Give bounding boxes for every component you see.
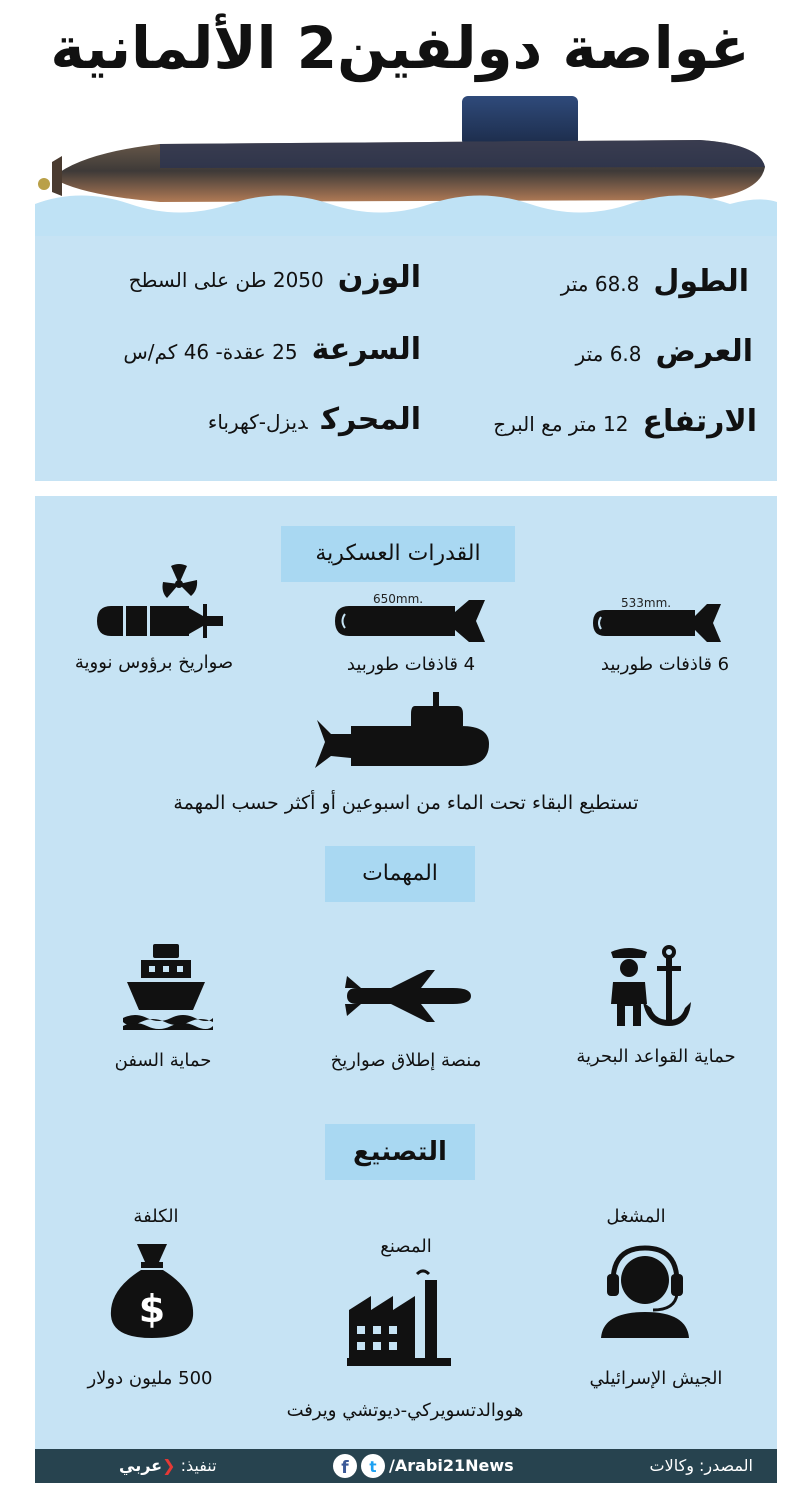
submarine-illustration (0, 92, 800, 242)
spec-length (561, 262, 749, 302)
ships-protection-label: حماية السفن (114, 1050, 212, 1071)
factory-icon (347, 1266, 451, 1366)
missile-icon (343, 968, 473, 1024)
spec-speed (123, 330, 421, 370)
spec-speed-label: السرعة (311, 332, 421, 367)
maker-title: المصنع (380, 1236, 432, 1257)
operator-value: الجيش الإسرائيلي (589, 1368, 723, 1389)
spec-width (576, 332, 753, 372)
endurance-text: تستطيع البقاء تحت الماء من اسبوعين أو أكثر حسب المهمة (173, 792, 639, 814)
spec-weight-value: 2050 طن على السطح (128, 268, 324, 292)
svg-text:t: t (369, 1458, 377, 1476)
military-header: القدرات العسكرية (281, 526, 515, 582)
spec-engine-label: المحرك (321, 402, 421, 437)
spec-height-value: 12 متر مع البرج (493, 412, 629, 436)
nuclear-missile-icon (93, 562, 225, 642)
spec-height-label: الارتفاع (642, 404, 757, 439)
footer-source: المصدر: وكالات (649, 1456, 753, 1475)
ship-icon (119, 942, 213, 1030)
footer-credit-label: تنفيذ: (180, 1456, 217, 1475)
spec-width-label: العرض (655, 334, 753, 369)
naval-bases-label: حماية القواعد البحرية (576, 1046, 736, 1067)
cost-title: الكلفة (133, 1206, 179, 1227)
capabilities-panel (35, 496, 777, 1451)
spec-width-value: 6.8 متر (575, 342, 642, 366)
torpedo-icon (333, 598, 487, 644)
torpedo-533-size: 533mm. (621, 596, 672, 610)
spec-length-label: الطول (653, 264, 749, 299)
footer-credit (119, 1449, 217, 1483)
cost-value: 500 مليون دولار (87, 1368, 213, 1389)
footer (35, 1449, 777, 1483)
spec-weight-label: الوزن (337, 260, 421, 295)
torpedo-533-label: 6 قاذفات طوربيد (600, 654, 730, 675)
nuclear-missile-label: صواريخ برؤوس نووية (74, 652, 234, 673)
arabi21-logo-icon: ❮ (162, 1456, 176, 1475)
svg-text:$: $ (138, 1287, 166, 1331)
twitter-icon[interactable] (361, 1454, 385, 1478)
missile-launch-label: منصة إطلاق صواريخ (330, 1050, 482, 1071)
facebook-icon[interactable] (333, 1454, 357, 1478)
specs-panel (35, 236, 777, 481)
sailor-anchor-icon (607, 944, 691, 1030)
page-title: غواصة دولفين2 الألمانية (50, 14, 750, 82)
spec-speed-value: 25 عقدة- 46 كم/س (123, 340, 298, 364)
svg-text:f: f (341, 1458, 349, 1478)
torpedo-icon (591, 602, 723, 644)
maker-value: هووالدتسويركي-ديوتشي ويرفت (286, 1400, 524, 1421)
missions-header: المهمات (325, 846, 475, 902)
submarine-icon (311, 690, 493, 776)
footer-handle[interactable]: /Arabi21News (389, 1456, 514, 1475)
torpedo-650-label: 4 قاذفات طوربيد (346, 654, 476, 675)
footer-brand: عربي (119, 1456, 163, 1475)
spec-weight (129, 258, 421, 298)
spec-engine-value: ديزل-كهرباء (207, 410, 308, 434)
torpedo-650-size: 650mm. (373, 592, 424, 606)
manufacturing-header: التصنيع (325, 1124, 475, 1180)
operator-headset-icon (599, 1240, 691, 1340)
spec-length-value: 68.8 متر (560, 272, 640, 296)
operator-title: المشغل (606, 1206, 666, 1227)
spec-engine (208, 400, 421, 440)
money-bag-icon (107, 1240, 197, 1340)
spec-height (493, 402, 757, 442)
